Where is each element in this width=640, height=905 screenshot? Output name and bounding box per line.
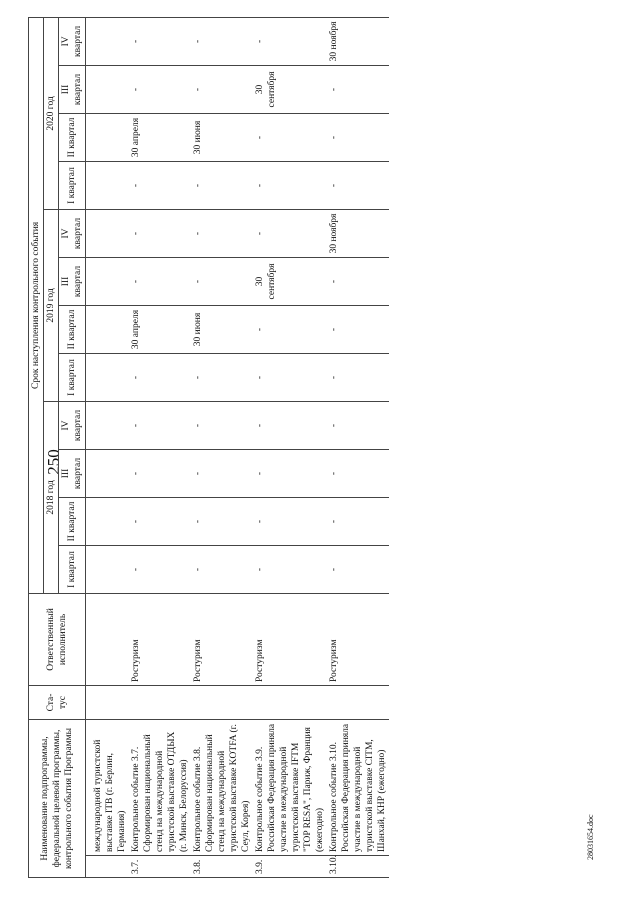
row-quarter-deadline [86, 449, 130, 497]
row-quarter-deadline: 30 ноября [327, 17, 389, 65]
row-quarter-deadline [86, 17, 130, 65]
row-status [86, 685, 130, 719]
header-year-2019: 2019 год [44, 209, 59, 401]
table-row [191, 17, 253, 877]
table-row [86, 17, 130, 877]
table-row [129, 17, 191, 877]
row-quarter-deadline [86, 257, 130, 305]
row-quarter-deadline: - [191, 209, 253, 257]
row-quarter-deadline: - [191, 257, 253, 305]
row-quarter-deadline: - [253, 545, 327, 593]
row-number: 3.8. [191, 856, 253, 878]
header-executor: Ответственный исполнитель [29, 593, 86, 685]
row-quarter-deadline [86, 305, 130, 353]
row-quarter-deadline: - [129, 17, 191, 65]
row-quarter-deadline: - [129, 257, 191, 305]
rotated-page-content [28, 18, 568, 878]
table-row [327, 17, 389, 877]
row-quarter-deadline [86, 401, 130, 449]
row-quarter-deadline: - [253, 401, 327, 449]
header-quarter: I квартал [59, 545, 86, 593]
row-executor: Ростуризм [253, 593, 327, 685]
row-executor: Ростуризм [129, 593, 191, 685]
row-quarter-deadline: - [191, 161, 253, 209]
row-number: 3.7. [129, 856, 191, 878]
row-quarter-deadline: - [129, 449, 191, 497]
header-quarter: IV квартал [59, 401, 86, 449]
header-quarter: IV квартал [59, 209, 86, 257]
row-number: 3.10. [327, 856, 389, 878]
row-quarter-deadline: - [253, 113, 327, 161]
row-quarter-deadline: - [253, 17, 327, 65]
row-executor: Ростуризм [327, 593, 389, 685]
header-quarter: II квартал [59, 113, 86, 161]
row-executor [86, 593, 130, 685]
row-quarter-deadline: - [327, 449, 389, 497]
table-row [253, 17, 327, 877]
row-quarter-deadline: 30 апреля [129, 305, 191, 353]
row-quarter-deadline: 30 сентября [253, 257, 327, 305]
row-quarter-deadline: 30 сентября [253, 65, 327, 113]
row-quarter-deadline: 30 июня [191, 113, 253, 161]
page-number: 250 [44, 449, 63, 475]
header-name: Наименование подпрограммы, федеральной целевой программы, контрольного события Программы [29, 719, 86, 877]
row-quarter-deadline: - [191, 449, 253, 497]
row-status [253, 685, 327, 719]
header-quarter: IV квартал [59, 17, 86, 65]
row-number [86, 856, 130, 878]
header-quarter: III квартал [59, 257, 86, 305]
row-quarter-deadline: - [129, 353, 191, 401]
row-quarter-deadline: - [129, 545, 191, 593]
row-quarter-deadline: - [253, 353, 327, 401]
row-quarter-deadline: - [253, 449, 327, 497]
header-quarter: I квартал [59, 353, 86, 401]
row-status [327, 685, 389, 719]
row-quarter-deadline: - [327, 545, 389, 593]
row-quarter-deadline: - [129, 161, 191, 209]
row-quarter-deadline [86, 545, 130, 593]
row-quarter-deadline: - [191, 545, 253, 593]
row-event-name: Контрольное событие 3.10. Российская Федерация приняла участие в международной туристской выставке CITM, Шанхай, КНР (ежегодно) [327, 719, 389, 855]
row-quarter-deadline: - [253, 161, 327, 209]
row-quarter-deadline: 30 июня [191, 305, 253, 353]
row-quarter-deadline: - [191, 497, 253, 545]
control-events-table [28, 17, 389, 878]
header-deadline: Срок наступления контрольного события [29, 17, 44, 593]
row-quarter-deadline [86, 113, 130, 161]
row-quarter-deadline [86, 497, 130, 545]
row-quarter-deadline: - [253, 497, 327, 545]
row-quarter-deadline: - [327, 353, 389, 401]
row-status [191, 685, 253, 719]
table-body [86, 17, 390, 877]
row-quarter-deadline: - [327, 65, 389, 113]
row-quarter-deadline: - [191, 65, 253, 113]
row-quarter-deadline: - [327, 257, 389, 305]
header-year-2018: 2018 год [44, 401, 59, 593]
row-quarter-deadline [86, 65, 130, 113]
row-quarter-deadline: 30 ноября [327, 209, 389, 257]
row-quarter-deadline: - [327, 305, 389, 353]
row-quarter-deadline: - [129, 209, 191, 257]
row-number: 3.9. [253, 856, 327, 878]
row-quarter-deadline: - [129, 497, 191, 545]
row-event-name: международной туристской выставке ITB (г. Берлин, Германия) [86, 719, 130, 855]
row-quarter-deadline: - [129, 65, 191, 113]
row-quarter-deadline: - [191, 353, 253, 401]
row-quarter-deadline: - [191, 401, 253, 449]
header-quarter: II квартал [59, 305, 86, 353]
row-quarter-deadline [86, 161, 130, 209]
header-quarter: I квартал [59, 161, 86, 209]
row-quarter-deadline: - [327, 113, 389, 161]
row-quarter-deadline [86, 353, 130, 401]
row-quarter-deadline: - [253, 209, 327, 257]
row-event-name: Контрольное событие 3.8. Сформирован национальный стенд на международной туристской выставке KOTFA (г. Сеул, Корея) [191, 719, 253, 855]
row-quarter-deadline: - [253, 305, 327, 353]
row-quarter-deadline: - [191, 17, 253, 65]
row-quarter-deadline: - [327, 497, 389, 545]
row-quarter-deadline [86, 209, 130, 257]
row-quarter-deadline: 30 апреля [129, 113, 191, 161]
header-quarter: II квартал [59, 497, 86, 545]
footer-doc-name: 28031654.doc [586, 814, 595, 860]
header-year-2020: 2020 год [44, 17, 59, 209]
row-executor: Ростуризм [191, 593, 253, 685]
row-quarter-deadline: - [129, 401, 191, 449]
row-event-name: Контрольное событие 3.7. Сформирован национальный стенд на международной туристской выставке ОТДЫХ (г. Минск, Белоруссия) [129, 719, 191, 855]
row-status [129, 685, 191, 719]
header-status: Ста-тус [29, 685, 86, 719]
header-quarter: III квартал [59, 65, 86, 113]
header-quarter: III квартал [59, 449, 86, 497]
row-quarter-deadline: - [327, 401, 389, 449]
row-event-name: Контрольное событие 3.9. Российская Федерация приняла участие в международной туристской выставке IFTM "TOP RESA", Париж, Франция (ежегодно) [253, 719, 327, 855]
row-quarter-deadline: - [327, 161, 389, 209]
